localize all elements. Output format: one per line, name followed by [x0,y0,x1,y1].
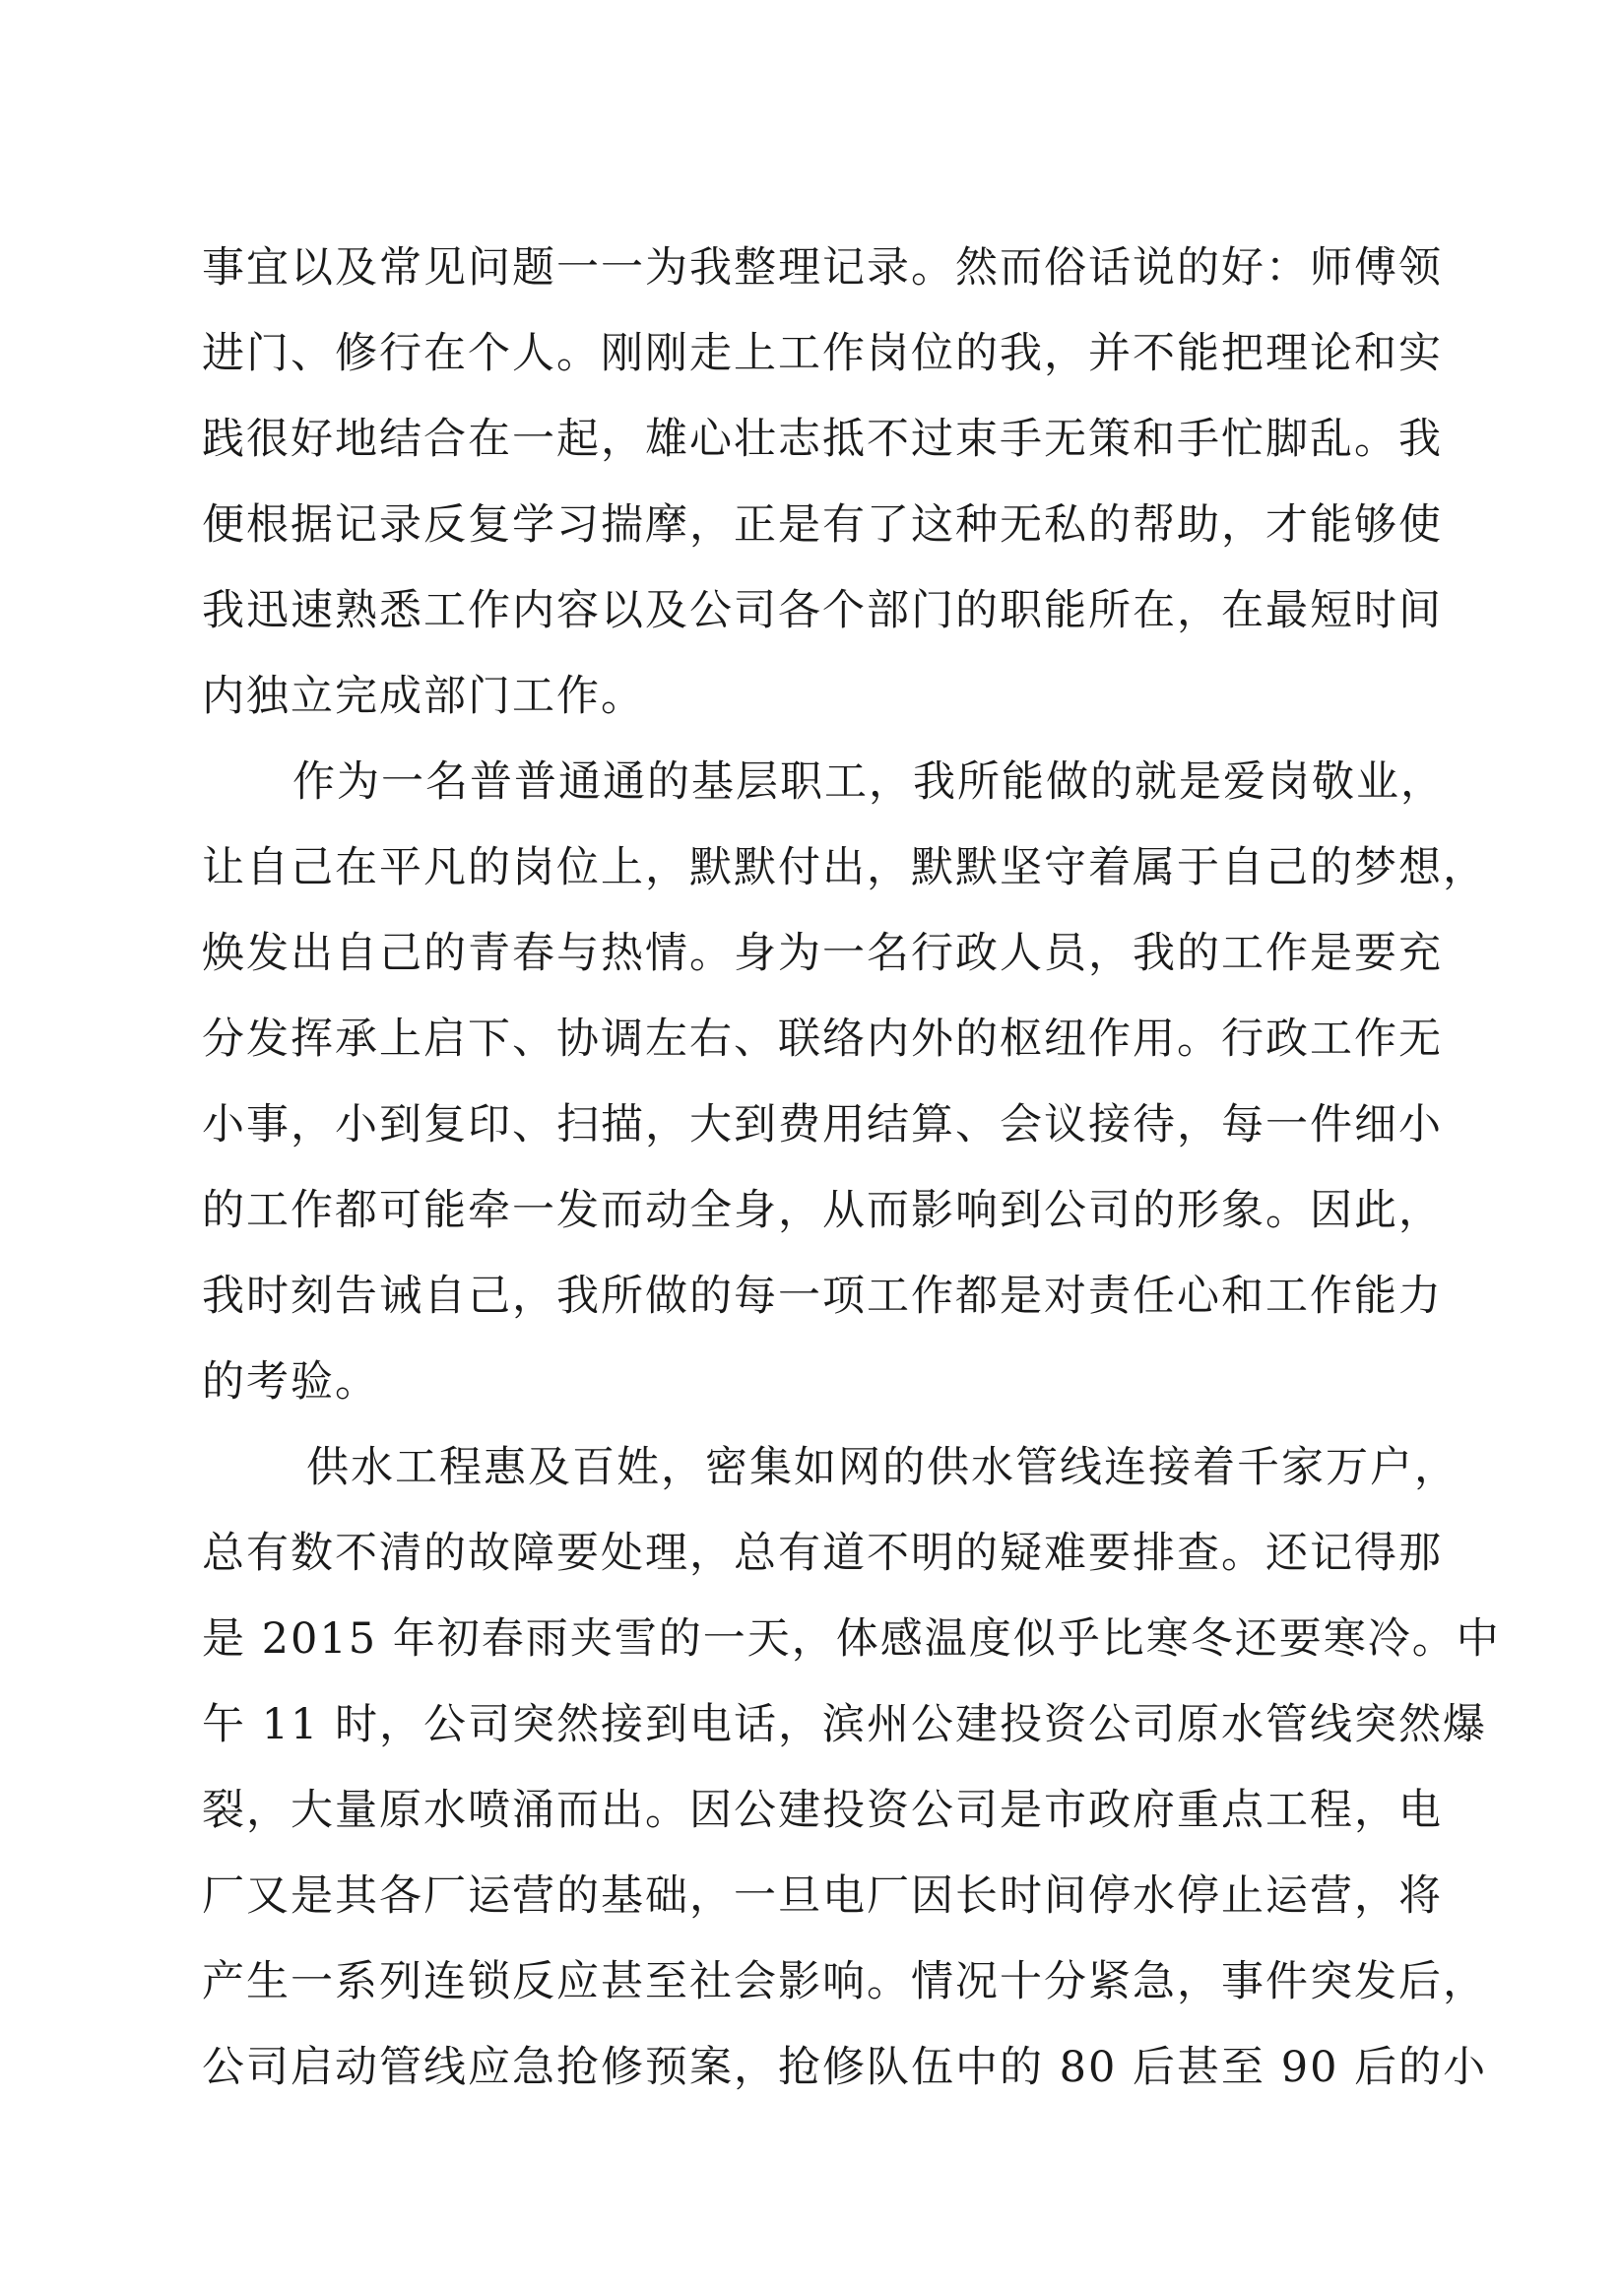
text-line: 是 2015 年初春雨夹雪的一天，体感温度似乎比寒冬还要寒冷。中 [202,1614,1501,1664]
text-line: 我迅速熟悉工作内容以及公司各个部门的职能所在，在最短时间 [202,586,1443,635]
text-line: 事宜以及常见问题一一为我整理记录。然而俗话说的好：师傅领 [202,243,1443,293]
text-line: 的工作都可能牵一发而动全身，从而影响到公司的形象。因此， [202,1186,1443,1235]
text-line: 裂，大量原水喷涌而出。因公建投资公司是市政府重点工程，电 [202,1786,1443,1835]
text-line: 作为一名普普通通的基层职工，我所能做的就是爱岗敬业， [292,757,1445,807]
text-line: 我时刻告诫自己，我所做的每一项工作都是对责任心和工作能力 [202,1272,1443,1321]
text-line: 进门、修行在个人。刚刚走上工作岗位的我，并不能把理论和实 [202,329,1443,378]
text-line: 焕发出自己的青春与热情。身为一名行政人员，我的工作是要充 [202,929,1443,978]
text-line: 便根据记录反复学习揣摩，正是有了这种无私的帮助，才能够使 [202,500,1443,550]
text-line: 总有数不清的故障要处理，总有道不明的疑难要排查。还记得那 [202,1529,1443,1578]
text-line: 让自己在平凡的岗位上，默默付出，默默坚守着属于自己的梦想， [202,843,1487,892]
text-line: 厂又是其各厂运营的基础，一旦电厂因长时间停水停止运营，将 [202,1871,1443,1921]
text-line: 践很好地结合在一起，雄心壮志抵不过束手无策和手忙脚乱。我 [202,415,1443,464]
text-line: 供水工程惠及百姓，密集如网的供水管线连接着千家万户， [306,1443,1459,1492]
text-line: 的考验。 [202,1357,379,1407]
text-line: 产生一系列连锁反应甚至社会影响。情况十分紧急，事件突发后， [202,1957,1487,2006]
text-line: 分发挥承上启下、协调左右、联络内外的枢纽作用。行政工作无 [202,1015,1443,1064]
text-line: 内独立完成部门工作。 [202,672,645,721]
text-line: 公司启动管线应急抢修预案，抢修队伍中的 80 后甚至 90 后的小 [202,2043,1488,2092]
text-line: 午 11 时，公司突然接到电话，滨州公建投资公司原水管线突然爆 [202,1700,1488,1749]
text-line: 小事，小到复印、扫描，大到费用结算、会议接待，每一件细小 [202,1100,1443,1149]
